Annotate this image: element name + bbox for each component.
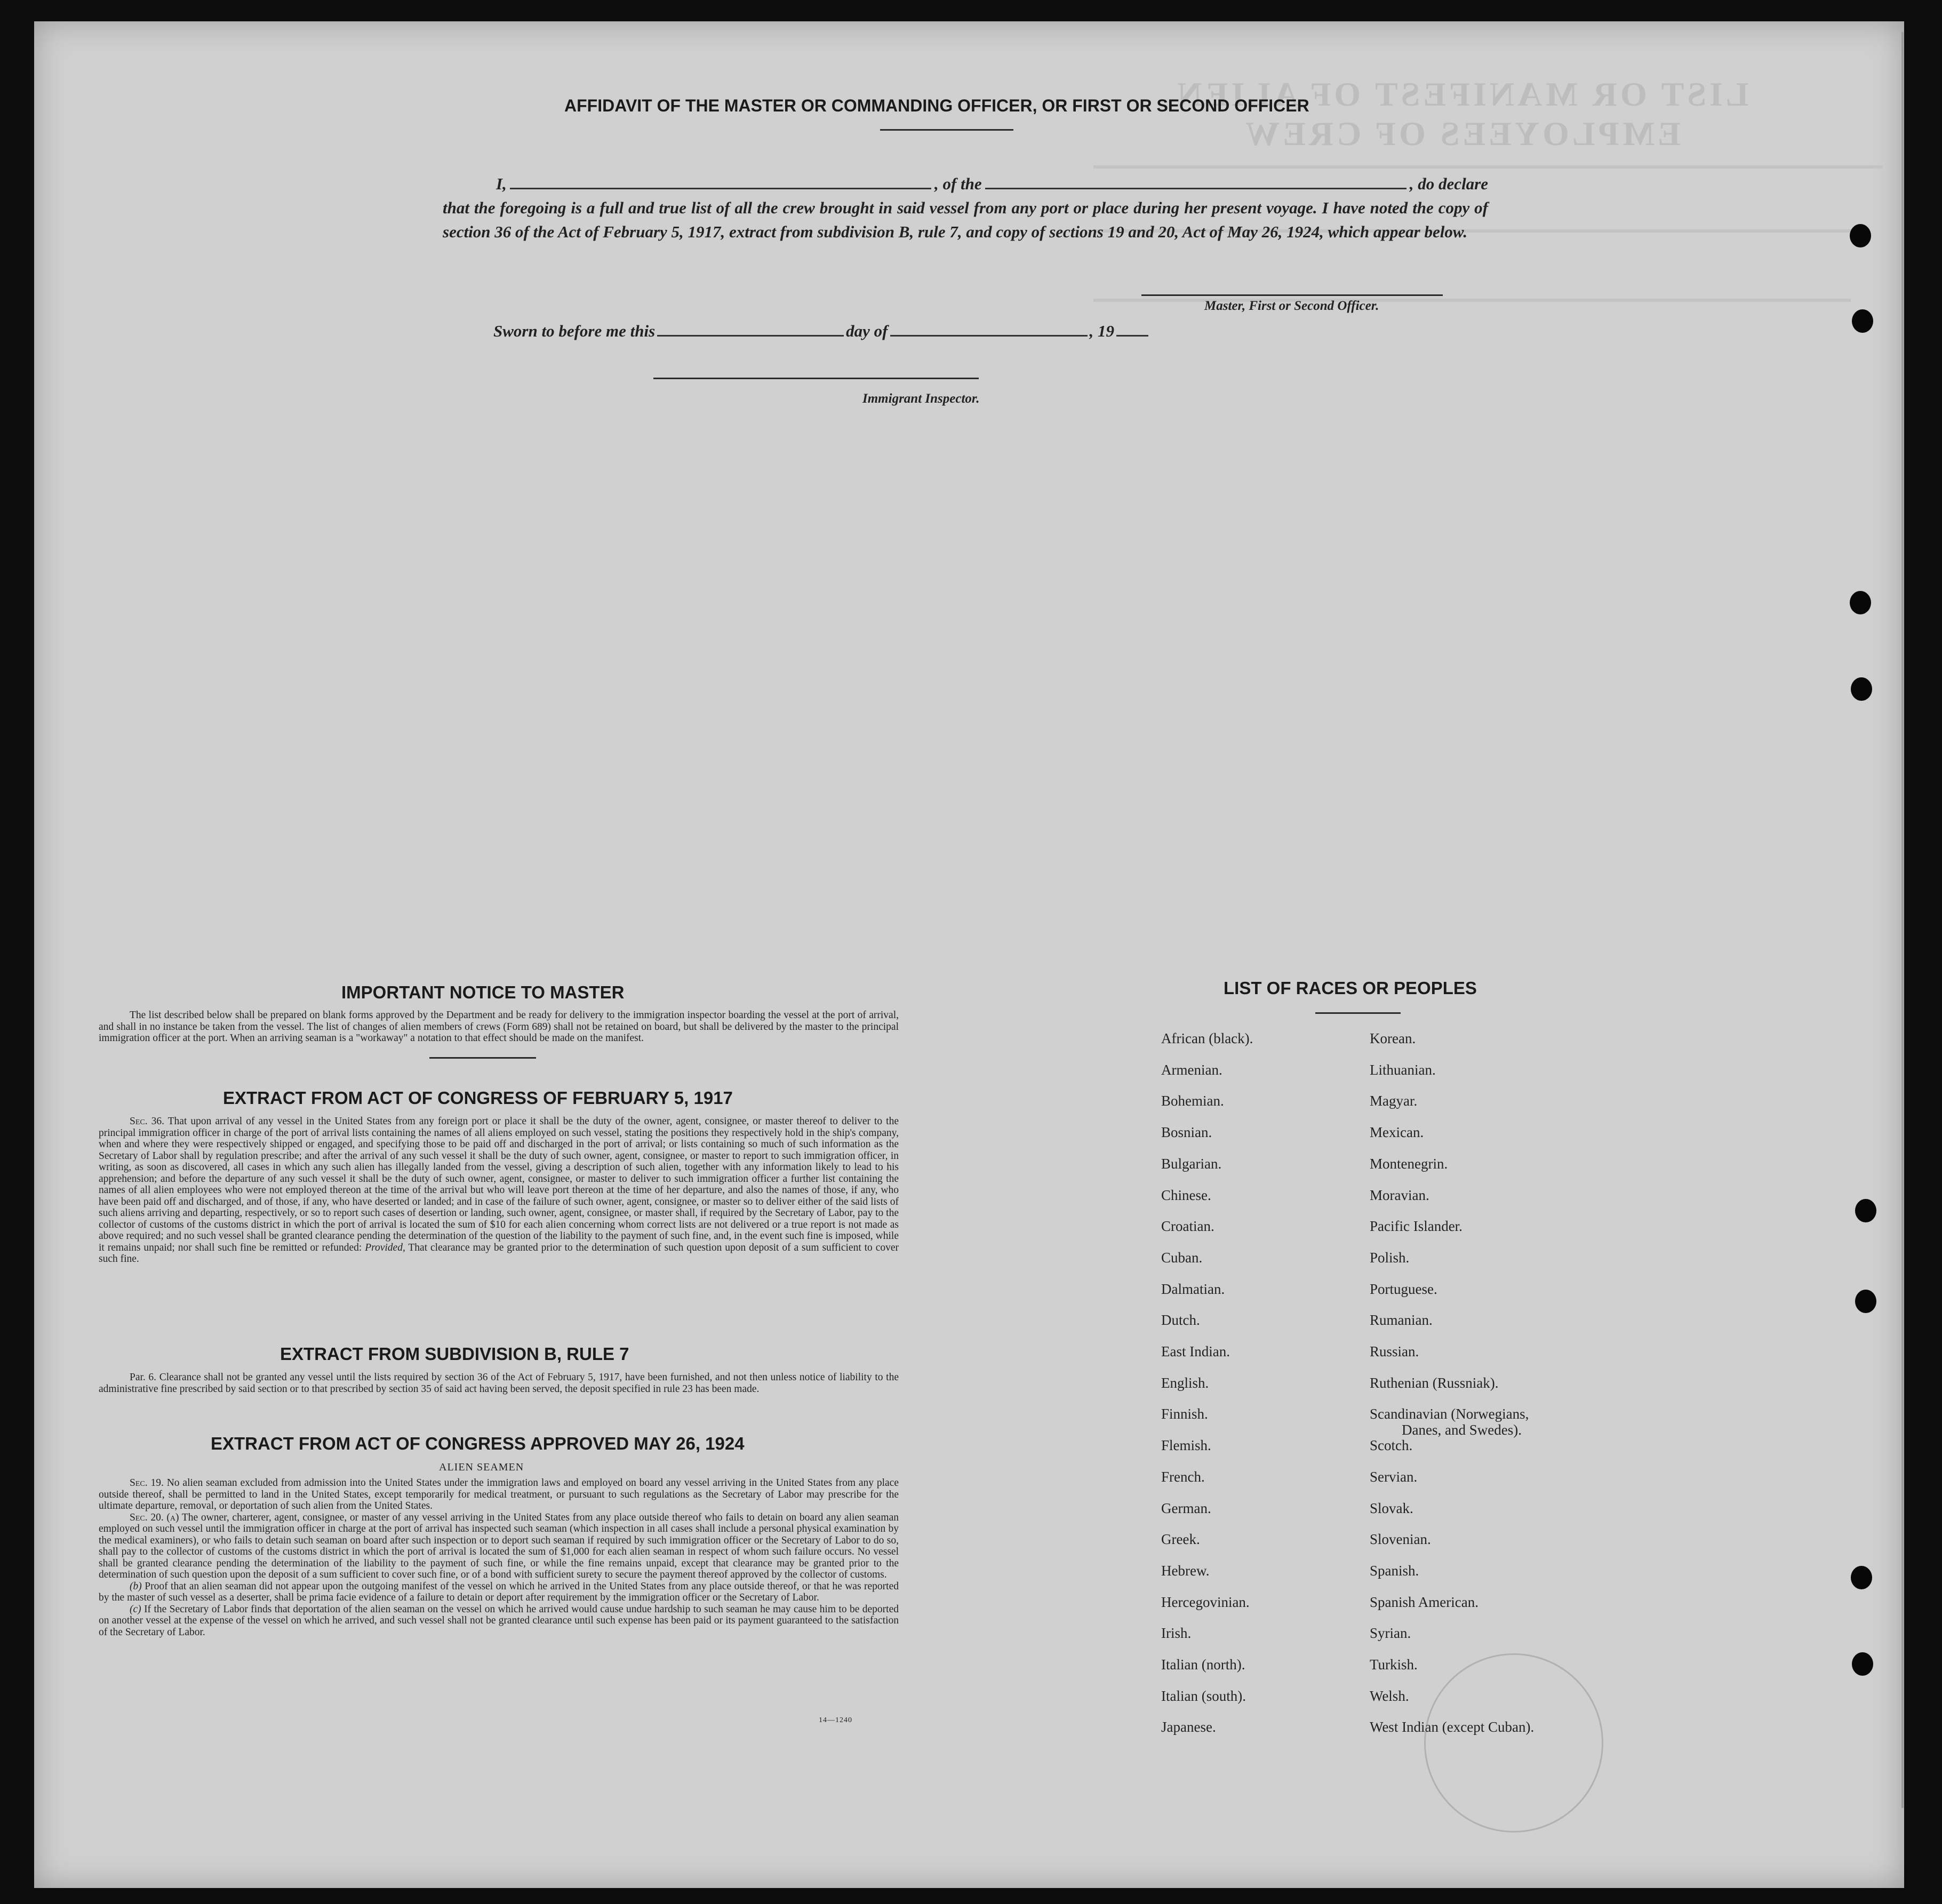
race-entry: Italian (south). (1161, 1687, 1246, 1704)
section-label: Sec. 19. (130, 1477, 164, 1489)
race-entry-continuation: Danes, and Swedes). (1402, 1422, 1522, 1438)
race-entry: Pacific Islander. (1370, 1218, 1463, 1235)
race-entry: Mexican. (1370, 1124, 1424, 1141)
stamp-bleed-through (1424, 1653, 1603, 1833)
declarant-label: I, (496, 174, 507, 193)
section-36-text: That upon arrival of any vessel in the United States from any foreign port or place it shall be the duty of the owner, agent, consignee, or master thereof to deliver to the principal immigration officer in charge of the port of arrival lists containing the names of all aliens employed on such vessel, stating the positions they respectively hold in the ship's company, when and where they were respectively shipped or engaged, and specifying those to be paid off and discharged in the port of arrival; or lists containing so much of such information as the Secretary of Labor shall by regulation prescribe; and after the arrival of any such vessel it shall be the duty of such owner, agent, consignee, or master to report to such immigration officer, in writing, as soon as discovered, all cases in which any such alien has illegally landed from the vessel, giving a description of such alien, together with any information likely to lead to his apprehension; and before the departure of any such vessel it shall be the duty of such owner, agent, consignee, or master to deliver to such immigration officer a further list containing the names of all alien employees who were not employed thereon at the time of the arrival but who will leave port thereon at the time of her departure, and also the names of those, if any, who have been paid off and discharged, and of those, if any, who have deserted or landed; and in case of the failure of such owner, agent, consignee, or master so to deliver either of the said lists of such aliens arriving and departing, respectively, or so to report such cases of desertion or landing, such owner, agent, consignee, or master shall, if required by the Secretary of Labor, pay to the collector of customs of the customs district in which the port of arrival is located the sum of $10 for each alien concerning whom correct lists are not delivered or a true report is not made as above required; and no such vessel shall be granted clearance pending the determination of the question of the liability to the payment of such fine, and, in the event such fine is imposed, while it remains unpaid; nor shall such fine be remitted or refunded: (99, 1116, 899, 1253)
race-entry: Bosnian. (1161, 1124, 1212, 1141)
race-entry: Russian. (1370, 1343, 1419, 1359)
vessel-name-field[interactable] (985, 172, 1406, 189)
sworn-month-field[interactable] (890, 320, 1088, 337)
declarant-name-field[interactable] (510, 172, 931, 189)
subsection-label: (c) (130, 1603, 141, 1615)
race-entry: Polish. (1370, 1249, 1410, 1266)
master-signature-label: Master, First or Second Officer. (1204, 299, 1379, 313)
race-entry: Cuban. (1161, 1249, 1203, 1266)
year-label: , 19 (1089, 322, 1114, 340)
rule-7-text (99, 1372, 899, 1395)
section-label: Sec. 36. (130, 1116, 164, 1127)
race-entry: Slovak. (1370, 1500, 1413, 1516)
extract-1924-text (99, 1477, 899, 1638)
extract-1917-text (99, 1116, 899, 1265)
race-entry: Welsh. (1370, 1687, 1409, 1704)
section-label: Sec. 20. (a) (130, 1511, 179, 1523)
race-entry: West Indian (except Cuban). (1370, 1719, 1535, 1735)
alien-seamen-subtitle: ALIEN SEAMEN (439, 1461, 524, 1473)
race-entry: Bulgarian. (1161, 1155, 1222, 1172)
title-underline (880, 129, 1013, 131)
race-entry: Korean. (1370, 1030, 1416, 1046)
proviso-text: That clearance may be granted prior to the determination of such question upon deposit of a sum sufficient to cover such fine. (99, 1242, 899, 1265)
declare-label: , do declare (1409, 174, 1489, 193)
notice-text (99, 1010, 899, 1044)
section-20b-text: Proof that an alien seaman did not appear upon the outgoing manifest of the vessel on which he arrived in the United States from any place outside thereof, or that he was reported by the master of such vessel as a deserter, shall be prima facie evidence of a failure to detain or deport after requirement by the immigration officer or the Secretary of Labor. (99, 1580, 899, 1603)
race-entry: Spanish. (1370, 1562, 1419, 1579)
race-entry: Greek. (1161, 1531, 1200, 1548)
binder-hole (1850, 224, 1871, 247)
sworn-label: Sworn to before me this (493, 322, 656, 340)
race-entry: Servian. (1370, 1468, 1418, 1485)
binder-hole (1855, 1290, 1876, 1313)
race-entry: Montenegrin. (1370, 1155, 1448, 1172)
vessel-label: , of the (934, 174, 982, 193)
inspector-signature-field[interactable] (653, 378, 979, 379)
race-entry: Dutch. (1161, 1312, 1200, 1329)
race-entry: Italian (north). (1161, 1657, 1245, 1673)
day-of-label: day of (846, 322, 888, 340)
race-entry: Spanish American. (1370, 1594, 1479, 1610)
subsection-label: (b) (130, 1580, 142, 1592)
race-entry: Chinese. (1161, 1187, 1211, 1203)
master-signature-field[interactable] (1141, 294, 1443, 296)
binder-hole (1850, 591, 1871, 614)
proviso-label: Provided, (365, 1242, 405, 1253)
race-entry: Moravian. (1370, 1187, 1429, 1203)
rule-7-title: EXTRACT FROM SUBDIVISION B, RULE 7 (280, 1344, 629, 1364)
sworn-year-field[interactable] (1116, 320, 1148, 337)
race-entry: Rumanian. (1370, 1312, 1433, 1329)
sworn-line (493, 320, 1150, 341)
race-entry: Scandinavian (Norwegians, (1370, 1406, 1529, 1422)
race-entry: East Indian. (1161, 1343, 1230, 1359)
race-entry: Hebrew. (1161, 1562, 1210, 1579)
race-entry: Dalmatian. (1161, 1281, 1225, 1297)
race-entry: Armenian. (1161, 1061, 1222, 1078)
binder-hole (1851, 677, 1872, 701)
race-entry: Magyar. (1370, 1093, 1418, 1109)
race-entry: French. (1161, 1468, 1205, 1485)
binder-hole (1852, 309, 1873, 333)
notice-paragraph: The list described below shall be prepared on blank forms approved by the Department and be ready for delivery to the immigration inspector boarding the vessel at the port of arrival, and shall in no instance be taken from the vessel. The list of changes of alien members of crews (Form 689) shall not be retained on board, but shall be delivered by the master to the principal immigration officer at the port. When an arriving seaman is a "workaway" a notation to that effect should be made on the manifest. (99, 1010, 899, 1044)
race-entry: English. (1161, 1374, 1209, 1391)
race-entry: African (black). (1161, 1030, 1253, 1046)
form-number: 14—1240 (819, 1716, 852, 1724)
inspector-label: Immigrant Inspector. (862, 391, 980, 406)
race-entry: Irish. (1161, 1625, 1192, 1642)
section-20c-text: If the Secretary of Labor finds that deportation of the alien seaman on the vessel on which he arrived would cause undue hardship to such seaman he may cause him to be deported on another vessel at the expense of the vessel on which he arrived, and such vessel shall not be granted clearance until such expense has been paid or its payment guaranteed to the satisfaction of the Secretary of Labor. (99, 1603, 899, 1638)
sworn-day-field[interactable] (657, 320, 844, 337)
declaration-text: that the foregoing is a full and true list of all the crew brought in said vessel from any port or place during her present voyage. I have noted the copy of section 36 of the Act of February 5, 1917, extract from subdivision B, rule 7, and copy of sections 19 and 20, Act of May 26, 1924, which appear below. (443, 198, 1488, 241)
binder-hole (1852, 1652, 1873, 1676)
race-entry: Hercegovinian. (1161, 1594, 1250, 1610)
race-entry: Bohemian. (1161, 1093, 1224, 1109)
race-entry: German. (1161, 1500, 1211, 1516)
section-20a-text: The owner, charterer, agent, consignee, or master of any vessel arriving in the United States from any place outside thereof who fails to detain on board any alien seaman employed on such vessel until the immigration officer in charge at the port of arrival has inspected such seaman (which inspection in all cases shall include a personal physical examination by the medical examiners), or who fails to detain such seaman on board after such inspection or to deport such seaman if required by such immigration officer or the Secretary of Labor to do so, shall pay to the collector of customs of the customs district in which the port of arrival is located the sum of $1,000 for each alien seaman in respect of whom such failure occurs. No vessel shall be granted clearance pending the determination of the liability to the payment of such fine, or while the fine remains unpaid, except that clearance may be granted prior to the determination of such question upon the deposit of a sum sufficient to cover such fine, or of a bond with sufficient surety to secure the payment thereof approved by the collector of customs. (99, 1511, 899, 1580)
race-entry: Scotch. (1370, 1437, 1413, 1454)
affidavit-declaration (443, 172, 1488, 244)
race-entry: Japanese. (1161, 1719, 1216, 1735)
race-entry: Lithuanian. (1370, 1061, 1436, 1078)
extract-1924-title: EXTRACT FROM ACT OF CONGRESS APPROVED MAY 26, 1924 (211, 1434, 745, 1453)
race-entry: Portuguese. (1370, 1281, 1437, 1297)
race-entry: Slovenian. (1370, 1531, 1431, 1548)
races-title: LIST OF RACES OR PEOPLES (1224, 978, 1477, 998)
notice-title: IMPORTANT NOTICE TO MASTER (341, 982, 625, 1002)
rule-7-paragraph: Par. 6. Clearance shall not be granted any vessel until the lists required by section 36 of the Act of February 5, 1917, have been furnished, and not then unless notice of liability to the administrative fine prescribed by said section or to that prescribed by section 35 of said act having been served, the deposit specified in rule 23 has been made. (99, 1372, 899, 1395)
race-entry: Finnish. (1161, 1406, 1208, 1422)
race-entry: Syrian. (1370, 1625, 1411, 1642)
bleed-through-line (1093, 165, 1883, 169)
affidavit-title: AFFIDAVIT OF THE MASTER OR COMMANDING OFFICER, OR FIRST OR SECOND OFFICER (564, 96, 1309, 115)
section-19-text: No alien seaman excluded from admission into the United States under the immigration laws and employed on board any vessel arriving in the United States from any place outside thereof, shall be permitted to land in the United States, except temporarily for medical treatment, or pursuant to such regulations as the Secretary of Labor may prescribe for the ultimate departure, removal, or deportation of such alien from the United States. (99, 1477, 899, 1511)
race-entry: Croatian. (1161, 1218, 1214, 1235)
race-entry: Turkish. (1370, 1657, 1418, 1673)
title-underline (1315, 1012, 1401, 1014)
race-entry: Flemish. (1161, 1437, 1211, 1454)
race-entry: Ruthenian (Russniak). (1370, 1374, 1499, 1391)
page-edge-rule (1901, 32, 1904, 1808)
bleed-through-title: LIST OR MANIFEST OF ALIEN EMPLOYEES OF CREW (1174, 75, 1749, 153)
section-divider (429, 1057, 536, 1059)
extract-1917-title: EXTRACT FROM ACT OF CONGRESS OF FEBRUARY 5, 1917 (223, 1088, 733, 1108)
binder-hole (1851, 1566, 1872, 1589)
binder-hole (1855, 1199, 1876, 1222)
